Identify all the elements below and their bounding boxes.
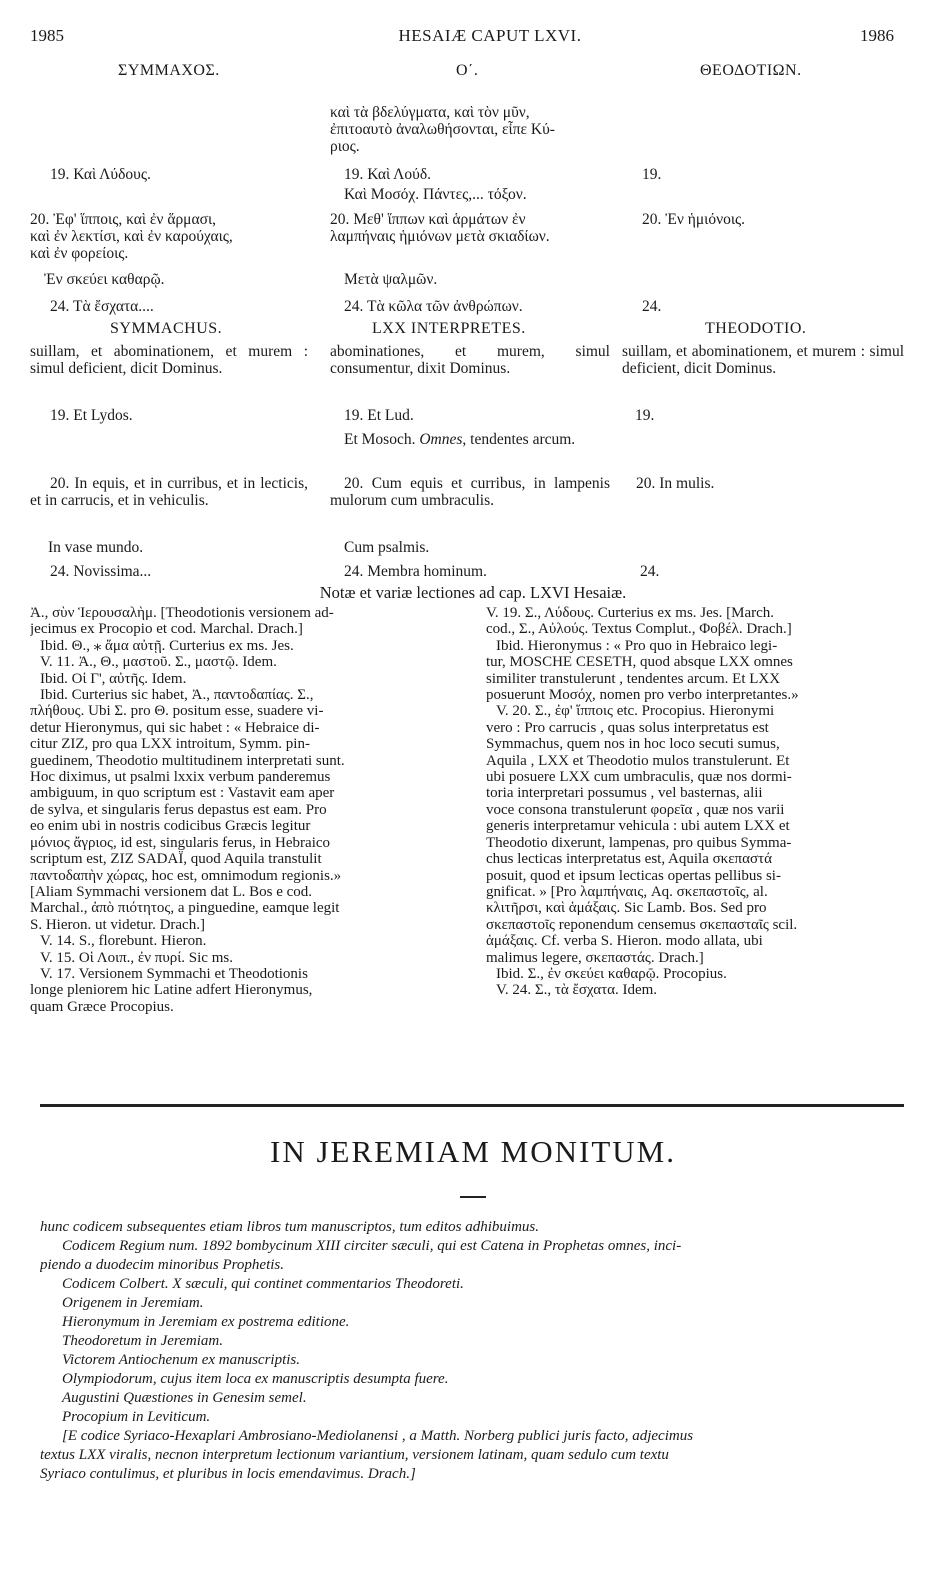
note-line: V. 19. Σ., Λύδους. Curterius ex ms. Jes. [March. [486,605,775,621]
monitum-line: Syriaco contulimus, et pluribus in locis emendavimus. Drach.] [40,1466,416,1482]
theodotion-greek-v20: 20. Ἐν ἡμιόνοις. [642,211,746,228]
note-line: Ibid. Hieronymus : « Pro quo in Hebraico legi- [496,637,778,654]
note-line: tur, MOSCHE CESETH, quod absque LXX omnes [486,654,793,671]
note-line: Aquila , LXX et Theodotio mulos transtulerunt. Et [486,752,790,769]
lxx-latin-v19: 19. Et Lud. [344,407,414,424]
symmachus-greek-vase: Ἐν σκεύει καθαρῷ. [44,271,165,288]
note-line: voce consona transtulerunt φορεῖα , quæ nos varii [486,801,785,818]
monitum-line: hunc codicem subsequentes etiam libros tum manuscriptos, tum editos adhibuimus. [40,1219,539,1235]
monitum-line: Procopium in Leviticum. [62,1409,211,1425]
page-number-right: 1986 [860,26,894,45]
note-line: jecimus ex Procopio et cod. Marchal. Drach.] [30,621,303,638]
note-line: V. 11. Ἀ., Θ., μαστοῦ. Σ., μαστῷ. Idem. [40,654,277,671]
lxx-latin-v19b-c: , tendentes arcum. [462,431,576,448]
lxx-latin-v19b [330,431,610,448]
note-line: guedinem, Theodotio multitudinem interpretati sunt. [30,752,345,769]
note-line: longe pleniorem hic Latine adfert Hieronymus, [30,982,313,999]
note-line: V. 17. Versionem Symmachi et Theodotionis [40,965,308,982]
theodotio-latin-top: suillam, et abominationem, et murem : simul deficient, dicit Dominus. [622,343,904,377]
note-line: [Aliam Symmachi versionem dat L. Bos e cod. [30,883,313,900]
lxx-greek-v19: 19. Καὶ Λούδ. [344,166,432,183]
symmachus-greek-v24: 24. Τὰ ἔσχατα.... [50,298,154,315]
lxx-latin-v24: 24. Membra hominum. [344,563,487,580]
note-line: chus lecticas interpretatus est, Aquila σκεπαστά [486,851,772,868]
note-line: toria interpretari possumus , vel basternas, alii [486,785,763,802]
note-line: V. 14. S., florebunt. Hieron. [40,933,207,950]
theodotio-latin-v20: 20. In mulis. [636,475,715,492]
lxx-greek-v19b: Καὶ Μοσόχ. Πάντες,... τόξον. [344,186,527,203]
note-line: Ibid. Curterius sic habet, Ἀ., παντοδαπίας. Σ., [40,687,314,704]
monitum-body [40,1218,906,1484]
theodotio-latin-head: THEODOTIO. [705,320,807,337]
note-line: V. 20. Σ., ἐφ' ἵπποις etc. Procopius. Hieronymi [496,703,775,720]
symmachus-greek-v19: 19. Καὶ Λύδους. [50,166,151,183]
note-line: quam Græce Procopius. [30,998,174,1015]
symmachus-greek-v20: 20. Ἐφ' ἵπποις, καὶ ἐν ἅρμασι, καὶ ἐν λεκτίσι, καὶ ἐν καρούχαις, καὶ ἐν φορείοις. [30,211,233,262]
lxx-greek-v20: 20. Μεθ' ἵππων καὶ ἁρμάτων ἐν λαμπήναις ἡμιόνων μετὰ σκιαδίων. [330,211,550,245]
lxx-greek-v24: 24. Τὰ κῶλα τῶν ἀνθρώπων. [344,298,523,315]
note-line: Ibid. Θ., ⁎ ἅμα αὐτῇ. Curterius ex ms. Jes. [40,637,294,654]
theodotio-latin-v19: 19. [635,407,655,424]
theodotion-greek-v24: 24. [642,298,662,315]
monitum-line: piendo a duodecim minoribus Prophetis. [40,1257,285,1273]
note-line: κλιτῆρσι, καὶ ἁμάξαις. Sic Lamb. Bos. Sed pro [486,900,767,917]
lxx-greek-psalm: Μετὰ ψαλμῶν. [344,271,438,288]
notes-right-column [486,605,906,999]
monitum-line: [E codice Syriaco-Hexaplari Ambrosiano-Mediolanensi , a Matth. Norberg publici juris facto, adjecimus [62,1428,694,1444]
note-line: malimus legere, σκεπαστάς. Drach.] [486,949,704,966]
note-line: S. Hieron. ut videtur. Drach.] [30,916,205,933]
note-line: cod., Σ., Αὐλούς. Textus Complut., Φοβέλ. Drach.] [486,621,792,638]
symmachus-greek-head: ΣΥΜΜΑΧΟΣ. [118,62,220,79]
symmachus-latin-top: suillam, et abominationem, et murem : simul deficient, dicit Dominus. [30,343,308,377]
section-rule [40,1104,904,1107]
monitum-line: Origenem in Jeremiam. [62,1295,204,1311]
notes-left-column [30,605,462,1015]
note-line: vero : Pro carrucis , quas solus interpretatus est [486,719,769,736]
note-line: de sylva, et singularis ferus depastus est eam. Pro [30,801,327,818]
note-line: eo enim ubi in nostris codicibus Græcis legitur [30,818,311,835]
symmachus-latin-vase: In vase mundo. [48,539,144,556]
lxx-greek-head: Ο΄. [456,62,479,79]
monitum-line: Theodoretum in Jeremiam. [62,1333,223,1349]
note-line: similiter transtulerunt , tendentes arcum. Et LXX [486,670,781,687]
note-line: ἁμάξαις. Cf. verba S. Hieron. modo allata, ubi [486,933,763,950]
note-line: V. 24. Σ., τὰ ἔσχατα. Idem. [496,982,658,999]
note-line: gnificat. » [Pro λαμπήναις, Aq. σκεπαστοῖς, al. [486,883,768,900]
note-line: Ibid. Οἱ Γ', αὐτῆς. Idem. [40,670,187,687]
symmachus-latin-v24: 24. Novissima... [50,563,152,580]
theodotio-latin-v24: 24. [640,563,660,580]
lxx-latin-v19b-omnes: Omnes [419,431,463,448]
note-line: V. 15. Οἱ Λοιπ., ἐν πυρί. Sic ms. [40,949,233,966]
note-line: ubi posuere LXX cum umbraculis, quæ nos dormi- [486,769,792,786]
monitum-line: Codicem Colbert. X sæculi, qui continet commentarios Theodoreti. [62,1276,464,1292]
lxx-latin-v19b-a: Et Mosoch. [344,431,416,448]
lxx-latin-head: LXX INTERPRETES. [372,320,526,337]
note-line: Marchal., ἀπὸ πιότητος, a pinguedine, eamque legit [30,900,340,917]
note-line: παντοδαπὴν χώρας, hoc est, omnimodum regionis.» [30,867,342,884]
monitum-line: Codicem Regium num. 1892 bombycinum XIII circiter sæculi, qui est Catena in Prophetas omnes, inci- [62,1238,682,1254]
note-line: Ibid. Σ., ἐν σκεύει καθαρῷ. Procopius. [496,965,727,982]
monitum-title: IN JEREMIAM MONITUM. [270,1134,676,1169]
monitum-line: Hieronymum in Jeremiam ex postrema editione. [62,1314,350,1330]
note-line: scriptum est, ZIZ SADAÏ, quod Aquila transtulit [30,851,322,868]
lxx-greek-text-top: καὶ τὰ βδελύγματα, καὶ τὸν μῦν, ἐπιτοαυτὸ ἀναλωθήσονται, εἶπε Κύ- ριος. [330,104,555,155]
note-line: Hoc diximus, ut psalmi lxxix verbum panderemus [30,769,331,786]
note-line: Symmachus, quem nos in hoc loco secuti sumus, [486,736,780,753]
lxx-latin-psalm: Cum psalmis. [344,539,430,556]
theodotion-greek-head: ΘΕΟΔΟΤΙΩΝ. [700,62,802,79]
lxx-latin-top: abominationes, et murem, simul consumentur, dixit Dominus. [330,343,610,377]
note-line: ambiguum, in quo scriptum est : Vastavit eam aper [30,785,335,802]
theodotion-greek-v19: 19. [642,166,662,183]
monitum-line: textus LXX viralis, necnon interpretum lectionum variantium, versionem latinam, quam sedulo cum textu [40,1447,669,1463]
notes-heading: Notæ et variæ lectiones ad cap. LXVI Hesaiæ. [319,583,627,602]
symmachus-latin-v19: 19. Et Lydos. [50,407,133,424]
monitum-line: Olympiodorum, cujus item loca ex manuscriptis desumpta fuere. [62,1371,449,1387]
note-line: detur Hieronymus, qui sic habet : « Hebraice di- [30,719,320,736]
page-number-left: 1985 [30,26,64,45]
note-line: citur ZIZ, pro qua LXX introitum, Symm. pin- [30,736,310,753]
monitum-line: Augustini Quæstiones in Genesim semel. [62,1390,307,1406]
note-line: Theodotio dixerunt, lampenas, pro quibus Symma- [486,834,792,851]
note-line: Ἀ., σὺν Ἱερουσαλὴμ. [Theodotionis versionem ad- [30,605,334,621]
note-line: posuit, quod et ipsum lecticas opertas pellibus si- [486,867,781,884]
note-line: σκεπαστοῖς reponendum censemus σκεπασταῖς scil. [486,916,798,933]
lxx-latin-v20: 20. Cum equis et curribus, in lampenis mulorum cum umbraculis. [330,475,610,509]
monitum-line: Victorem Antiochenum ex manuscriptis. [62,1352,301,1368]
symmachus-latin-head: SYMMACHUS. [110,320,223,337]
note-line: posuerunt Μοσόχ, nomen pro verbo interpretantes.» [486,687,799,704]
note-line: πλήθους. Ubi Σ. pro Θ. positum esse, suadere vi- [30,703,324,720]
symmachus-latin-v20: 20. In equis, et in curribus, et in lecticis, et in carrucis, et in vehiculis. [30,475,308,509]
note-line: μόνιος ἄγριος, id est, singularis ferus, in Hebraico [30,834,331,851]
title-dash [460,1196,486,1198]
running-title: HESAIÆ CAPUT LXVI. [398,26,582,45]
note-line: generis interpretamur vehicula : ubi autem LXX et [486,818,790,835]
